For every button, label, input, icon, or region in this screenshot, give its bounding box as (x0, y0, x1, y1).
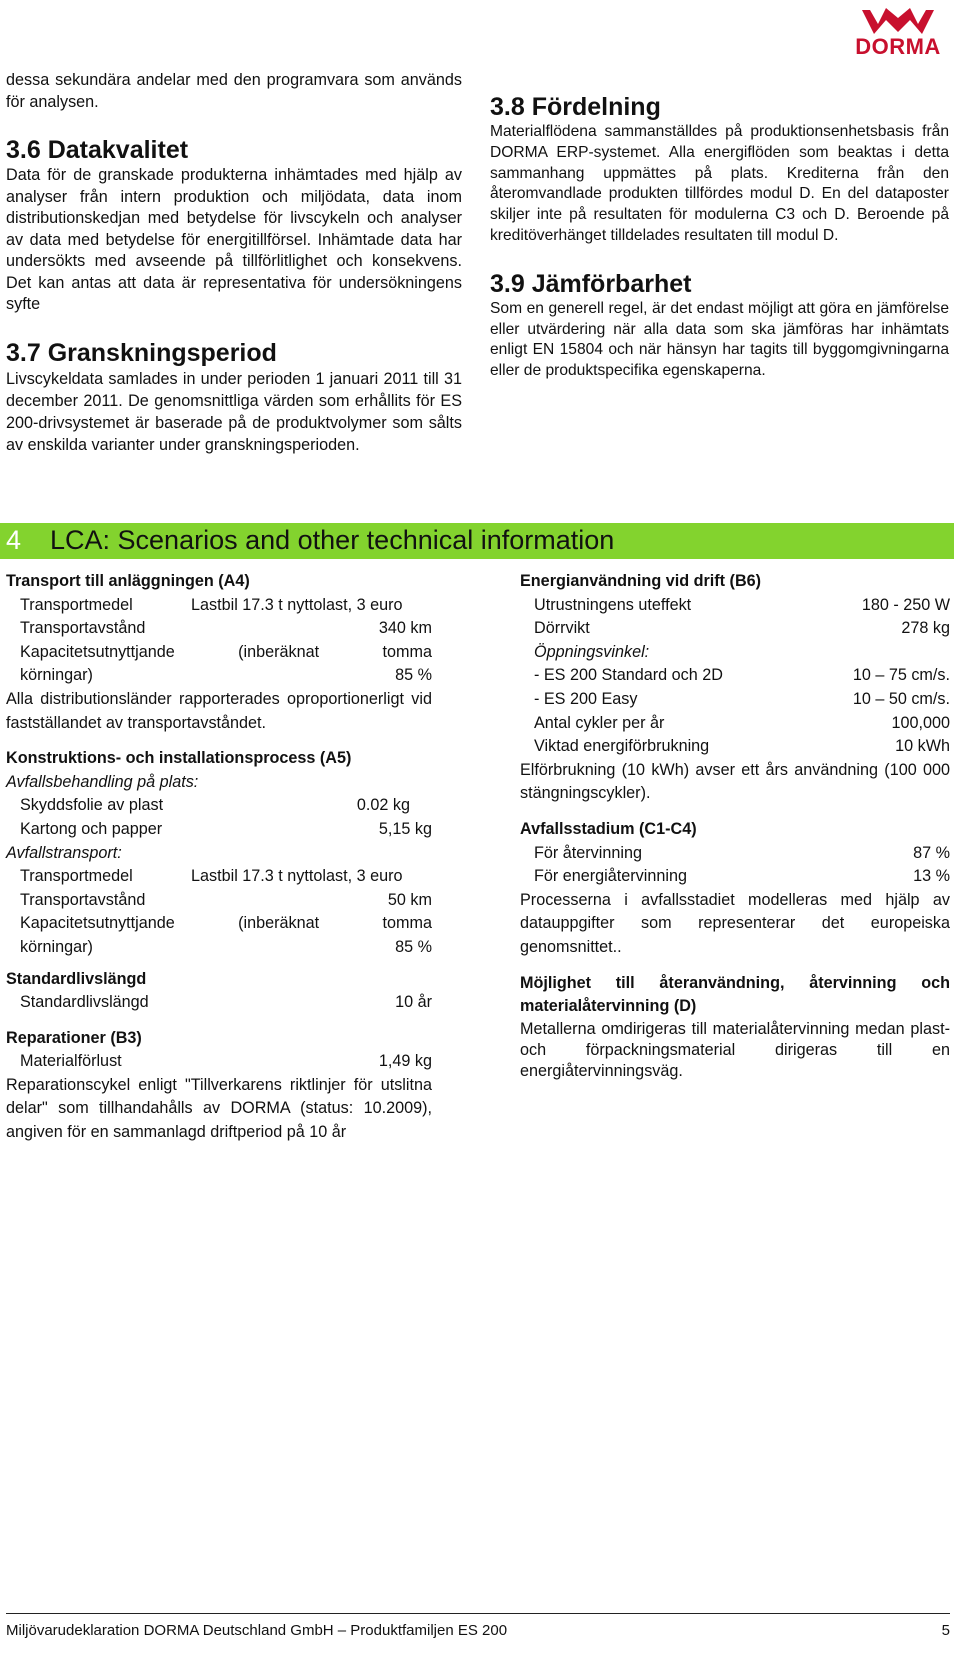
a4-row (6, 641, 432, 665)
a5-row (6, 889, 432, 913)
b6-row (520, 712, 950, 736)
b6-row-label: Dörrvikt (534, 619, 590, 638)
a4-row-value: 340 km (378, 619, 432, 638)
b6-row-label: Utrustningens uteffekt (534, 595, 692, 614)
section-3-8-title: 3.8 Fördelning (490, 93, 661, 121)
dorma-logo (848, 4, 948, 59)
a4-row-label: Kapacitetsutnyttjande (20, 642, 175, 661)
b3-row (6, 1050, 432, 1074)
c-row (520, 865, 950, 889)
b6-row (520, 664, 950, 688)
d-heading: Möjlighet till återanvändning, återvinning och materialåtervinning (D) (520, 973, 950, 1016)
a4-row-label: (inberäknat (238, 642, 320, 661)
page-number: 5 (941, 1622, 950, 1639)
b6-heading: Energianvändning vid drift (B6) (520, 572, 762, 590)
section-3-6-title: 3.6 Datakvalitet (6, 136, 189, 164)
lower-left-column (6, 570, 432, 1145)
c-row-label: För återvinning (534, 843, 642, 862)
a5-row-value: 85 % (395, 937, 432, 956)
section-3-9-title: 3.9 Jämförbarhet (490, 269, 692, 298)
logo-brand-text: DORMA (855, 34, 941, 59)
b6-row-label: - ES 200 Standard och 2D (534, 666, 723, 685)
service-life-heading: Standardlivslängd (6, 969, 147, 988)
footer-divider (6, 1613, 950, 1614)
b6-row (520, 735, 950, 759)
a5-subheading: Avfallstransport: (6, 843, 122, 862)
a4-row-value: Lastbil 17.3 t nyttolast, 3 euro (191, 595, 403, 614)
a5-row (6, 912, 432, 936)
a5-row (6, 865, 432, 889)
c-row (520, 842, 950, 866)
b6-row (520, 617, 950, 641)
a4-row-label: Transportavstånd (20, 619, 146, 638)
a4-row (6, 594, 432, 618)
b6-row-value: 10 kWh (895, 737, 950, 756)
footer-title: Miljövarudeklaration DORMA Deutschland GmbH – Produktfamiljen ES 200 (6, 1622, 508, 1639)
c-heading: Avfallsstadium (C1-C4) (520, 819, 697, 838)
a5-row-value: 50 km (387, 890, 432, 909)
service-life-value: 10 år (395, 993, 432, 1012)
section-4-number: 4 (6, 525, 22, 555)
upper-left-column (6, 70, 462, 456)
a5-row-value: 0.02 kg (356, 796, 410, 815)
b3-note: Reparationscykel enligt "Tillverkarens riktlinjer för utslitna delar" som tillhandahålls av DORMA (status: 10.2009), angiven för en sammanlagd driftperiod på 10 år (6, 1075, 432, 1142)
a4-row-label: körningar) (20, 666, 93, 685)
c-row-value: 13 % (913, 867, 950, 886)
b3-row-value: 1,49 kg (378, 1052, 432, 1071)
a5-row (6, 936, 432, 960)
a5-row-label: tomma (382, 914, 432, 933)
b6-row-value: 100,000 (891, 713, 950, 732)
c-row-label: För energiåtervinning (534, 867, 687, 886)
c-row-value: 87 % (913, 843, 950, 862)
section-3-9-body: Som en generell regel, är det endast möjligt att göra en jämförelse eller utvärdering när alla data som ska jämföras har inhämtats enligt EN 15804 och när hänsyn har tagits till byggomgivningarna eller de produktspecifika egenskaperna. (490, 299, 949, 380)
b6-row-label: - ES 200 Easy (534, 689, 638, 708)
service-life-label: Standardlivslängd (20, 993, 149, 1012)
a4-row-label: Transportmedel (20, 595, 133, 614)
a4-row (6, 664, 432, 688)
service-life-row (6, 991, 432, 1015)
a5-row-label: Skyddsfolie av plast (20, 796, 164, 815)
a5-row-value: 5,15 kg (378, 819, 432, 838)
upper-right-column (490, 92, 949, 382)
b6-row-value: 180 - 250 W (861, 595, 950, 614)
a4-row (6, 617, 432, 641)
b6-row (520, 594, 950, 618)
a5-row-label: Kapacitetsutnyttjande (20, 914, 175, 933)
lower-right-column (520, 570, 950, 1082)
a5-row-label: Transportavstånd (20, 890, 146, 909)
b3-heading: Reparationer (B3) (6, 1028, 142, 1047)
intro-text: dessa sekundära andelar med den programvara som används för analysen. (6, 71, 462, 111)
c-note: Processerna i avfallsstadiet modelleras med hjälp av datauppgifter som representerar det europeiska genomsnittet.. (520, 890, 950, 956)
a5-row-label: Transportmedel (20, 867, 133, 886)
a5-subheading: Avfallsbehandling på plats: (6, 772, 199, 791)
section-3-6-body: Data för de granskade produkterna inhämtades med hjälp av analyser från intern produktion och miljödata, data inom distributionskedjan med betydelse för livscykeln och analyser av data med betydelse för energitillförsel. Inhämtade data har undersökts med avseende på tillförlitlighet och konsekvens. Det kan antas att data är representativa för undersökningens syfte (6, 166, 462, 313)
a4-row-label: tomma (382, 642, 432, 661)
a5-row-label: körningar) (20, 937, 93, 956)
b6-row-value: 10 – 75 cm/s. (852, 666, 950, 685)
a5-row-value: Lastbil 17.3 t nyttolast, 3 euro (191, 867, 403, 886)
a5-row-label: (inberäknat (238, 914, 320, 933)
b6-row-label: Antal cykler per år (534, 713, 665, 732)
a4-row-value: 85 % (395, 666, 432, 685)
section-3-7-title: 3.7 Granskningsperiod (6, 338, 277, 367)
page-footer (6, 1622, 950, 1639)
a4-note: Alla distributionsländer rapporterades oproportionerligt vid fastställandet av transportavståndet. (6, 689, 432, 732)
a4-heading: Transport till anläggningen (A4) (6, 572, 250, 590)
b3-row-label: Materialförlust (20, 1052, 122, 1071)
a5-row (6, 794, 432, 818)
b6-subheading: Öppningsvinkel: (534, 642, 650, 661)
dorma-crown-logo-icon (848, 4, 948, 38)
section-3-7-body: Livscykeldata samlades in under perioden 1 januari 2011 till 31 december 2011. De genomsnittliga värden som erhållits för ES 200-drivsystemet är baserade på de produktvolymer som sålts av enskilda varianter under granskningsperioden. (6, 369, 462, 454)
section-4-band (0, 523, 954, 559)
b6-note: Elförbrukning (10 kWh) avser ett års användning (100 000 stängningscykler). (520, 760, 950, 803)
d-note: Metallerna omdirigeras till materialåtervinning medan plast- och förpackningsmaterial dirigeras till en energiåtervinningsväg. (520, 1019, 950, 1080)
section-4-title: LCA: Scenarios and other technical information (50, 525, 615, 555)
a5-heading: Konstruktions- och installationsprocess (A5) (6, 749, 352, 768)
b6-row-value: 10 – 50 cm/s. (852, 689, 950, 708)
a5-row-label: Kartong och papper (20, 819, 163, 838)
b6-row-value: 278 kg (901, 619, 950, 638)
a5-row (6, 818, 432, 842)
b6-row (520, 688, 950, 712)
section-3-8-body: Materialflödena sammanställdes på produktionsenhetsbasis från DORMA ERP-systemet. Alla energiflöden som beaktas i detta sammanhang uppmättes på plats. Krediterna från den återomvandlade produkten tillfördes modul D. En del dataposter skiljer inte på resultaten för modulerna C3 och D. Beroende på kreditöverhänget tilldelades resultaten till modul D. (490, 123, 949, 244)
b6-row-label: Viktad energiförbrukning (534, 737, 710, 756)
